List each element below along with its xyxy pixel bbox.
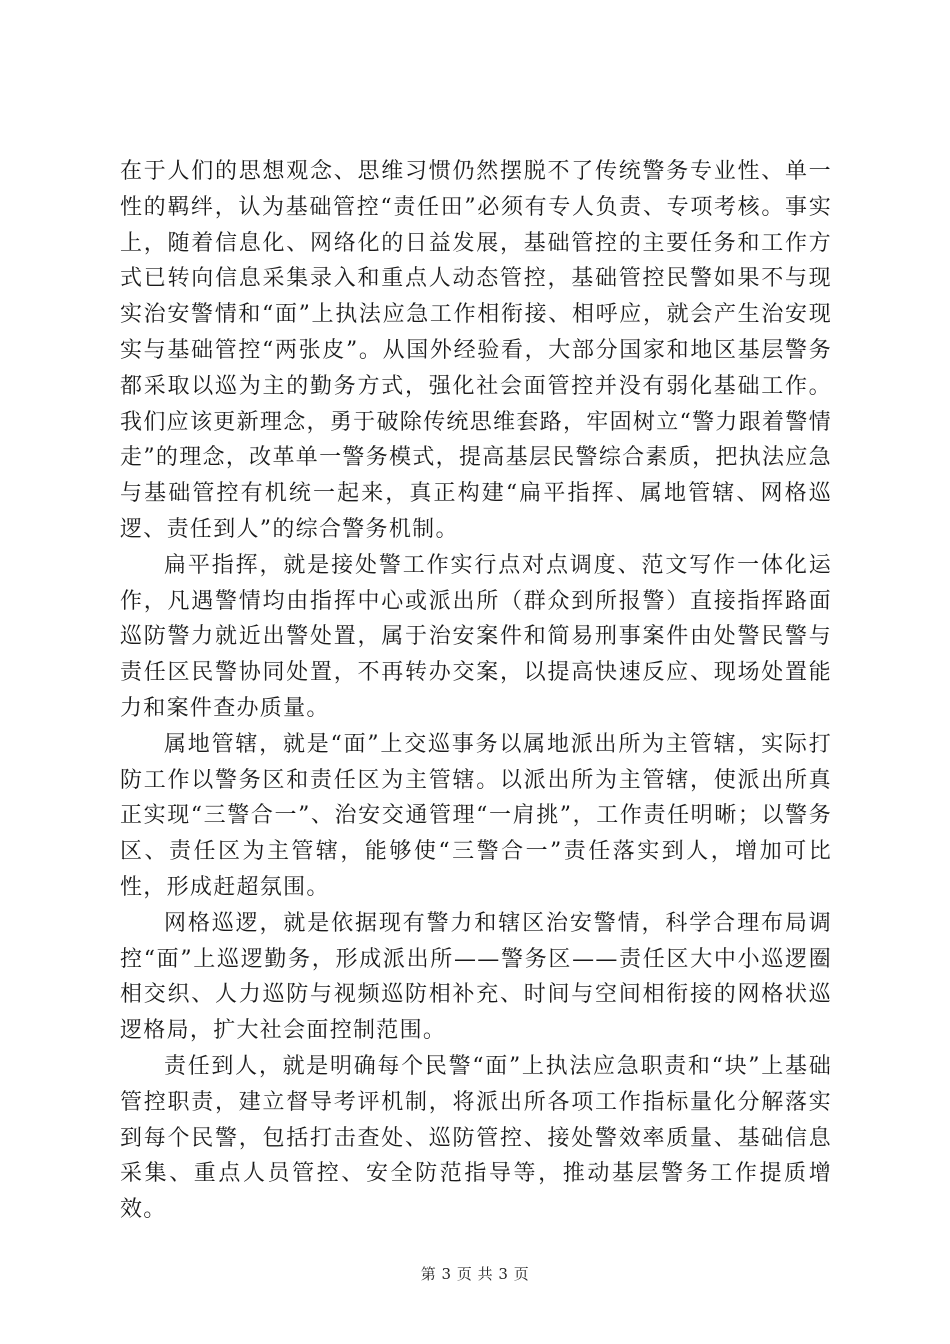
paragraph-grid-patrol: 网格巡逻，就是依据现有警力和辖区治安警情，科学合理布局调控“面”上巡逻勤务，形成派出所——警务区——责任区大中小巡逻圈相交织、人力巡防与视频巡防相补充、时间与空间相衔接的网格状巡逻格局，扩大社会面控制范围。 xyxy=(120,910,832,1044)
paragraph-responsibility: 责任到人，就是明确每个民警“面”上执法应急职责和“块”上基础管控职责，建立督导考评机制，将派出所各项工作指标量化分解落实到每个民警，包括打击查处、巡防管控、接处警效率质量、基础信息采集、重点人员管控、安全防范指导等，推动基层警务工作提质增效。 xyxy=(120,1053,832,1223)
document-body xyxy=(120,154,832,1228)
paragraph-flat-command: 扁平指挥，就是接处警工作实行点对点调度、范文写作一体化运作，凡遇警情均由指挥中心或派出所（群众到所报警）直接指挥路面巡防警力就近出警处置，属于治安案件和简易刑事案件由处警民警与责任区民警协同处置，不再转办交案，以提高快速反应、现场处置能力和案件查办质量。 xyxy=(120,552,832,721)
paragraph-continuation: 在于人们的思想观念、思维习惯仍然摆脱不了传统警务专业性、单一性的羁绊，认为基础管控“责任田”必须有专人负责、专项考核。事实上，随着信息化、网络化的日益发展，基础管控的主要任务和工作方式已转向信息采集录入和重点人动态管控，基础管控民警如果不与现实治安警情和“面”上执法应急工作相衔接、相呼应，就会产生治安现实与基础管控“两张皮”。从国外经验看，大部分国家和地区基层警务都采取以巡为主的勤务方式，强化社会面管控并没有弱化基础工作。我们应该更新理念，勇于破除传统思维套路，牢固树立“警力跟着警情走”的理念，改革单一警务模式，提高基层民警综合素质，把执法应急与基础管控有机统一起来，真正构建“扁平指挥、属地管辖、网格巡逻、责任到人”的综合警务机制。 xyxy=(120,159,832,542)
paragraph-territorial-jurisdiction: 属地管辖，就是“面”上交巡事务以属地派出所为主管辖，实际打防工作以警务区和责任区为主管辖。以派出所为主管辖，使派出所真正实现“三警合一”、治安交通管理“一肩挑”，工作责任明晰；以警务区、责任区为主管辖，能够使“三警合一”责任落实到人，增加可比性，形成赶超氛围。 xyxy=(120,731,832,900)
page-number-footer: 第 3 页 共 3 页 xyxy=(420,1265,530,1283)
